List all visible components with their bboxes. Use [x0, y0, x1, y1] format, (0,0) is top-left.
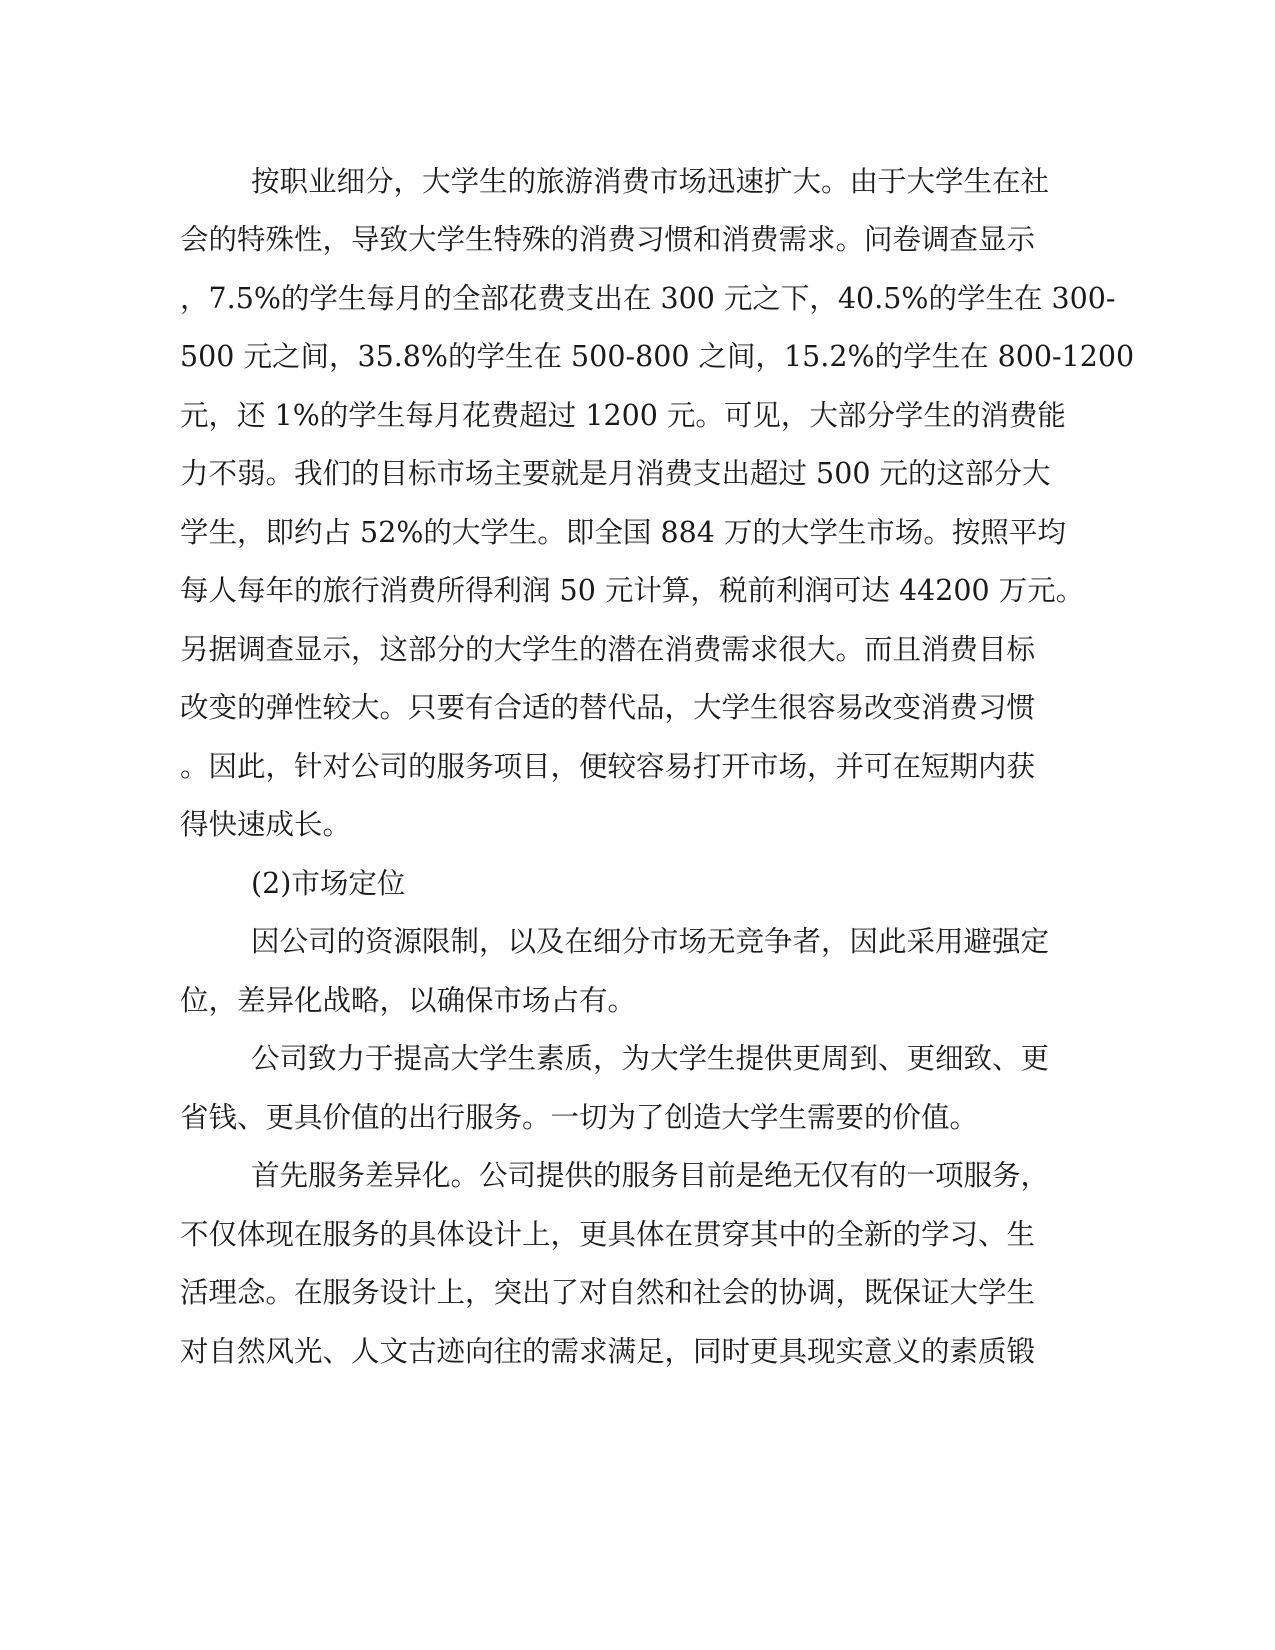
- text-line-8: 每人每年的旅行消费所得利润 50 元计算，税前利润可达 44200 万元。: [180, 574, 1085, 607]
- section-heading: (2)市场定位: [251, 867, 406, 900]
- text-line-10: 改变的弹性较大。只要有合适的替代品，大学生很容易改变消费习惯: [180, 691, 1036, 724]
- text-line-17: 省钱、更具价值的出行服务。一切为了创造大学生需要的价值。: [180, 1101, 979, 1134]
- text-line-2: 会的特殊性，导致大学生特殊的消费习惯和消费需求。问卷调查显示: [180, 223, 1036, 256]
- text-line-14: 因公司的资源限制，以及在细分市场无竞争者，因此采用避强定: [251, 925, 1050, 958]
- text-line-3: ，7.5%的学生每月的全部花费支出在 300 元之下，40.5%的学生在 300-: [180, 282, 1116, 315]
- text-line-9: 另据调查显示，这部分的大学生的潜在消费需求很大。而且消费目标: [180, 633, 1036, 666]
- text-line-18: 首先服务差异化。公司提供的服务目前是绝无仅有的一项服务，: [251, 1159, 1050, 1192]
- text-line-1: 按职业细分，大学生的旅游消费市场迅速扩大。由于大学生在社: [251, 165, 1050, 198]
- text-line-12: 得快速成长。: [180, 808, 352, 841]
- text-line-19: 不仅体现在服务的具体设计上，更具体在贯穿其中的全新的学习、生: [180, 1218, 1036, 1251]
- text-line-6: 力不弱。我们的目标市场主要就是月消费支出超过 500 元的这部分大: [180, 457, 1051, 490]
- text-line-15: 位，差异化战略，以确保市场占有。: [180, 984, 637, 1017]
- text-line-16: 公司致力于提高大学生素质，为大学生提供更周到、更细致、更: [251, 1042, 1050, 1075]
- text-line-4: 500 元之间，35.8%的学生在 500-800 之间，15.2%的学生在 800-1200: [180, 340, 1135, 373]
- text-line-7: 学生，即约占 52%的大学生。即全国 884 万的大学生市场。按照平均: [180, 516, 1066, 549]
- text-line-21: 对自然风光、人文古迹向往的需求满足，同时更具现实意义的素质锻: [180, 1335, 1036, 1368]
- text-line-11: 。因此，针对公司的服务项目，便较容易打开市场，并可在短期内获: [180, 750, 1036, 783]
- text-line-20: 活理念。在服务设计上，突出了对自然和社会的协调，既保证大学生: [180, 1276, 1036, 1309]
- text-line-5: 元，还 1%的学生每月花费超过 1200 元。可见，大部分学生的消费能: [180, 399, 1066, 432]
